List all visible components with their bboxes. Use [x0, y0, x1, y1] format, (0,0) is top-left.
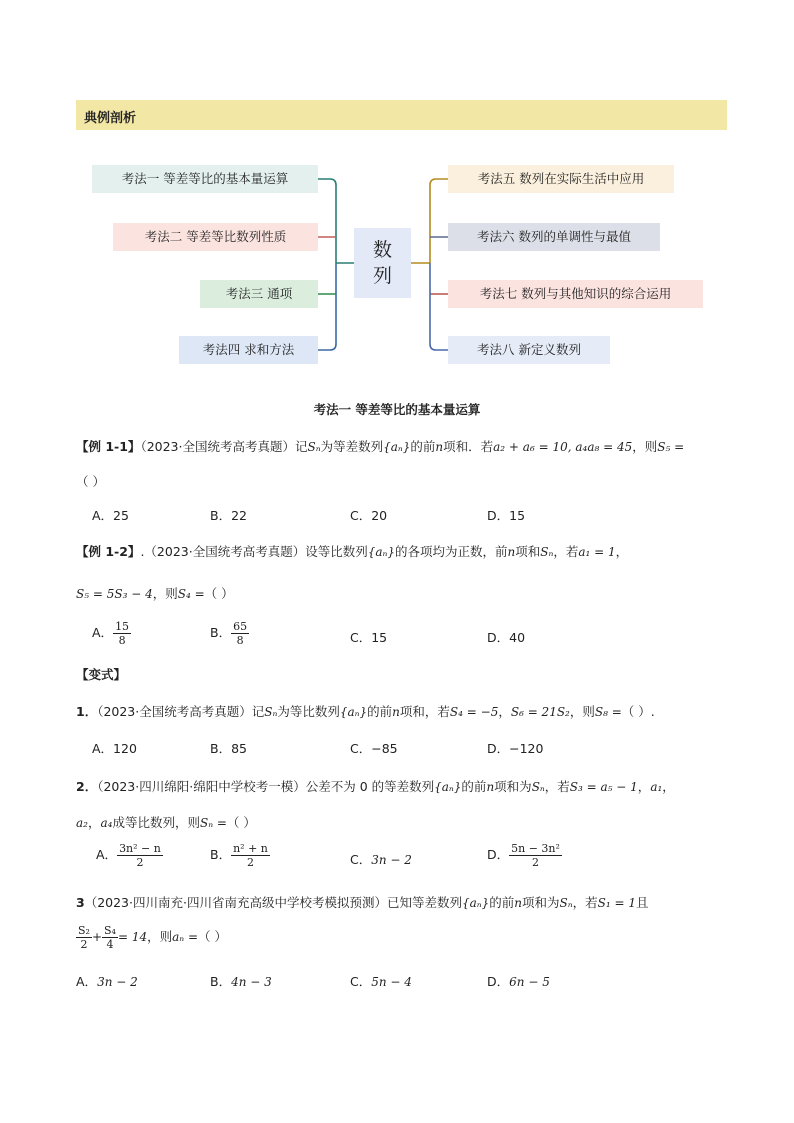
- text: 项和为: [522, 895, 560, 910]
- mindmap-node-method-6: 考法六 数列的单调性与最值: [448, 223, 660, 251]
- mindmap-node-method-7: 考法七 数列与其他知识的综合运用: [448, 280, 703, 308]
- text: 项和，若: [399, 704, 450, 719]
- numerator: n² + n: [233, 842, 268, 855]
- q2-option-c: [350, 850, 412, 868]
- math-sn: Sₙ: [307, 440, 321, 454]
- example-1-1-option-c: C．20: [350, 508, 388, 523]
- math-condition: a₁ = 1: [578, 545, 616, 559]
- text: 为等比数列: [277, 704, 340, 719]
- math-a2: a₂: [76, 816, 88, 830]
- denominator: 2: [532, 856, 540, 869]
- denominator: 2: [246, 856, 254, 869]
- text: ，则: [147, 929, 173, 944]
- q3-stem: [76, 893, 649, 911]
- q3-option-b: [210, 972, 272, 990]
- source: （2023·全国统考高考真题）记: [140, 439, 308, 454]
- example-1-1-option-d: D．15: [487, 508, 526, 523]
- denominator: 2: [136, 856, 144, 869]
- math-expr: 6n − 5: [509, 975, 550, 989]
- mindmap-node-method-2: 考法二 等差等比数列性质: [113, 223, 318, 251]
- fraction: [231, 620, 249, 647]
- q1-option-c: C．−85: [350, 741, 398, 756]
- q2-option-d: [487, 842, 562, 869]
- fraction: [76, 924, 92, 951]
- option-letter: C．: [350, 974, 372, 989]
- example-1-2-option-a: [92, 620, 131, 647]
- math-sn: Sₙ: [264, 705, 278, 719]
- q2-option-b: [210, 842, 270, 869]
- q3-option-d: [487, 972, 550, 990]
- math-condition: S₅ = 5S₃ − 4: [76, 587, 153, 601]
- math-target: aₙ =: [172, 930, 199, 944]
- math-target: S₈ =: [594, 705, 622, 719]
- math-condition: S₄ = −5: [449, 705, 499, 719]
- q1-option-d: D．−120: [487, 741, 544, 756]
- mindmap-connectors: [0, 0, 794, 400]
- banner-title: 典例剖析: [84, 111, 137, 126]
- example-1-2-option-d: D．40: [487, 630, 526, 645]
- question-number: 2．: [76, 779, 98, 794]
- numerator: 3n² − n: [119, 842, 161, 855]
- math-sn: Sₙ: [559, 896, 573, 910]
- math-expr: 4n − 3: [231, 975, 272, 989]
- math-sn: Sₙ: [531, 780, 545, 794]
- mindmap-node-method-1: 考法一 等差等比的基本量运算: [92, 165, 318, 193]
- math-a4: a₄: [100, 816, 113, 830]
- text: 项和: [515, 544, 541, 559]
- math-target: S₄ =: [177, 587, 205, 601]
- denominator: 8: [118, 634, 126, 647]
- text: 成等比数列，则: [112, 815, 200, 830]
- source: .（2023·全国统考高考真题）设等比数列: [140, 544, 368, 559]
- option-letter: A．: [92, 625, 114, 640]
- q3-option-a: [76, 972, 138, 990]
- connector-right-4: [430, 263, 448, 350]
- math-n: n: [392, 705, 400, 719]
- connector-left-4: [318, 263, 336, 350]
- example-label: 【例 1-1】: [76, 439, 141, 454]
- fraction: [117, 842, 163, 869]
- math-an: {aₙ}: [383, 440, 411, 454]
- math-n: n: [486, 780, 495, 794]
- text: ，则: [632, 439, 658, 454]
- text: 项和为: [494, 779, 532, 794]
- example-1-2-stem-2: [76, 584, 234, 602]
- mindmap-node-method-3: 考法三 通项: [200, 280, 318, 308]
- example-1-2-option-b: [210, 620, 249, 647]
- denominator: 8: [236, 634, 244, 647]
- math-expr: 5n − 4: [371, 975, 412, 989]
- option-letter: B．: [210, 974, 232, 989]
- text: 公差不为 0 的等差数列: [305, 779, 435, 794]
- denominator: 4: [106, 938, 114, 951]
- fraction: [231, 842, 270, 869]
- example-label: 【例 1-2】: [76, 544, 141, 559]
- text: ，则: [152, 586, 178, 601]
- q2-stem: 2．（2023·四川绵阳·绵阳中学校考一模）公差不为 0 的等差数列{aₙ}的前n项和为Sₙ，若S₃ = a₅ − 1，a₁，: [76, 779, 675, 794]
- math-a1: a₁: [650, 780, 663, 794]
- fraction: [102, 924, 118, 951]
- paren: （ ）: [198, 929, 227, 944]
- numerator: S₂: [78, 924, 90, 937]
- q1-stem: 1．（2023·全国统考高考真题）记Sₙ为等比数列{aₙ}的前n项和，若S₄ = −5，S₆ = 21S₂，则S₈ =（ ）.: [76, 704, 655, 719]
- option-letter: B．: [210, 625, 232, 640]
- fraction: [509, 842, 562, 869]
- math-sn: Sₙ: [540, 545, 554, 559]
- q2-option-a: [96, 842, 163, 869]
- example-1-2-option-c: C．15: [350, 630, 388, 645]
- numerator: 15: [115, 620, 130, 633]
- question-number: 1．: [76, 704, 98, 719]
- center-char-2: 列: [372, 265, 392, 287]
- paren: （ ）.: [621, 704, 655, 719]
- text: ，则: [569, 704, 595, 719]
- mindmap-node-method-5: 考法五 数列在实际生活中应用: [448, 165, 674, 193]
- connector-right-1: [430, 179, 448, 263]
- text: 为等差数列: [320, 439, 384, 454]
- math-n: n: [507, 545, 516, 559]
- math-condition: S₁ = 1: [597, 896, 637, 910]
- paren: （ ）: [226, 815, 256, 830]
- section-title: 考法一 等差等比的基本量运算: [313, 402, 481, 417]
- question-number: 3: [76, 895, 85, 910]
- option-letter: D．: [487, 847, 510, 862]
- math-n: n: [514, 896, 523, 910]
- source: （2023·全国统考高考真题）记: [97, 704, 265, 719]
- mindmap-center: [354, 228, 411, 298]
- numerator: 65: [233, 620, 248, 633]
- math-condition: S₆ = 21S₂: [510, 705, 570, 719]
- option-letter: C．: [350, 852, 372, 867]
- math-target: Sₙ =: [199, 816, 227, 830]
- example-1-1-stem: [76, 437, 684, 455]
- numerator: 5n − 3n²: [511, 842, 560, 855]
- text: ，若: [553, 544, 579, 559]
- option-letter: D．: [487, 974, 510, 989]
- math-an: {aₙ}: [461, 896, 490, 910]
- q3-stem-2: $\frac{\text{S₂}}{2}$ + $\frac{\text{S₄}}{4}$ = 14，则aₙ =（ ）: [78, 924, 227, 951]
- q2-stem-2: a₂，a₄成等比数列，则Sₙ =（ ）: [76, 815, 256, 830]
- math-an: {aₙ}: [339, 705, 368, 719]
- text: 的前: [410, 439, 436, 454]
- option-letter: A．: [96, 847, 118, 862]
- math-target: S₅ =: [657, 440, 685, 454]
- numerator: S₄: [104, 924, 116, 937]
- variant-title: 【变式】: [76, 667, 127, 682]
- text: 的前: [489, 895, 515, 910]
- text: ，若: [544, 779, 570, 794]
- center-char-1: 数: [372, 239, 392, 261]
- text: 的各项均为正数，前: [395, 544, 508, 559]
- source: （2023·四川绵阳·绵阳中学校考一模）: [97, 779, 306, 794]
- q1-option-a: A．120: [92, 741, 137, 756]
- math-an: {aₙ}: [434, 780, 462, 794]
- source: （2023·四川南充·四川省南充高级中学校考模拟预测）: [84, 895, 387, 910]
- example-1-1-option-b: B．22: [210, 508, 247, 523]
- connector-left-1: [318, 179, 336, 263]
- example-1-1-option-a: A．25: [92, 508, 129, 523]
- fraction: [113, 620, 131, 647]
- math-condition: = 14: [117, 930, 148, 944]
- mindmap-node-method-8: 考法八 新定义数列: [448, 336, 610, 364]
- text: 的前: [367, 704, 393, 719]
- text: 已知等差数列: [386, 895, 462, 910]
- math-condition: a₂ + a₆ = 10, a₄a₈ = 45: [493, 440, 633, 454]
- mindmap-node-method-4: 考法四 求和方法: [179, 336, 318, 364]
- example-1-1-paren: （ ）: [76, 474, 105, 489]
- option-letter: A．: [76, 974, 98, 989]
- text: ，: [637, 779, 651, 794]
- text: ，若: [572, 895, 598, 910]
- option-letter: B．: [210, 847, 232, 862]
- math-condition: S₃ = a₅ − 1: [569, 780, 638, 794]
- text: 的前: [461, 779, 487, 794]
- example-1-2-stem: 【例 1-2】.（2023·全国统考高考真题）设等比数列{aₙ}的各项均为正数，前n项和Sₙ，若a₁ = 1，: [76, 544, 629, 559]
- math-expr: 3n − 2: [97, 975, 138, 989]
- q3-option-c: [350, 972, 412, 990]
- q1-option-b: B．85: [210, 741, 247, 756]
- paren: （ ）: [204, 586, 234, 601]
- denominator: 2: [80, 938, 88, 951]
- math-n: n: [435, 440, 444, 454]
- text: 且: [636, 895, 649, 910]
- math-an: {aₙ}: [367, 545, 395, 559]
- text: 项和．若: [443, 439, 494, 454]
- math-expr: 3n − 2: [371, 853, 412, 867]
